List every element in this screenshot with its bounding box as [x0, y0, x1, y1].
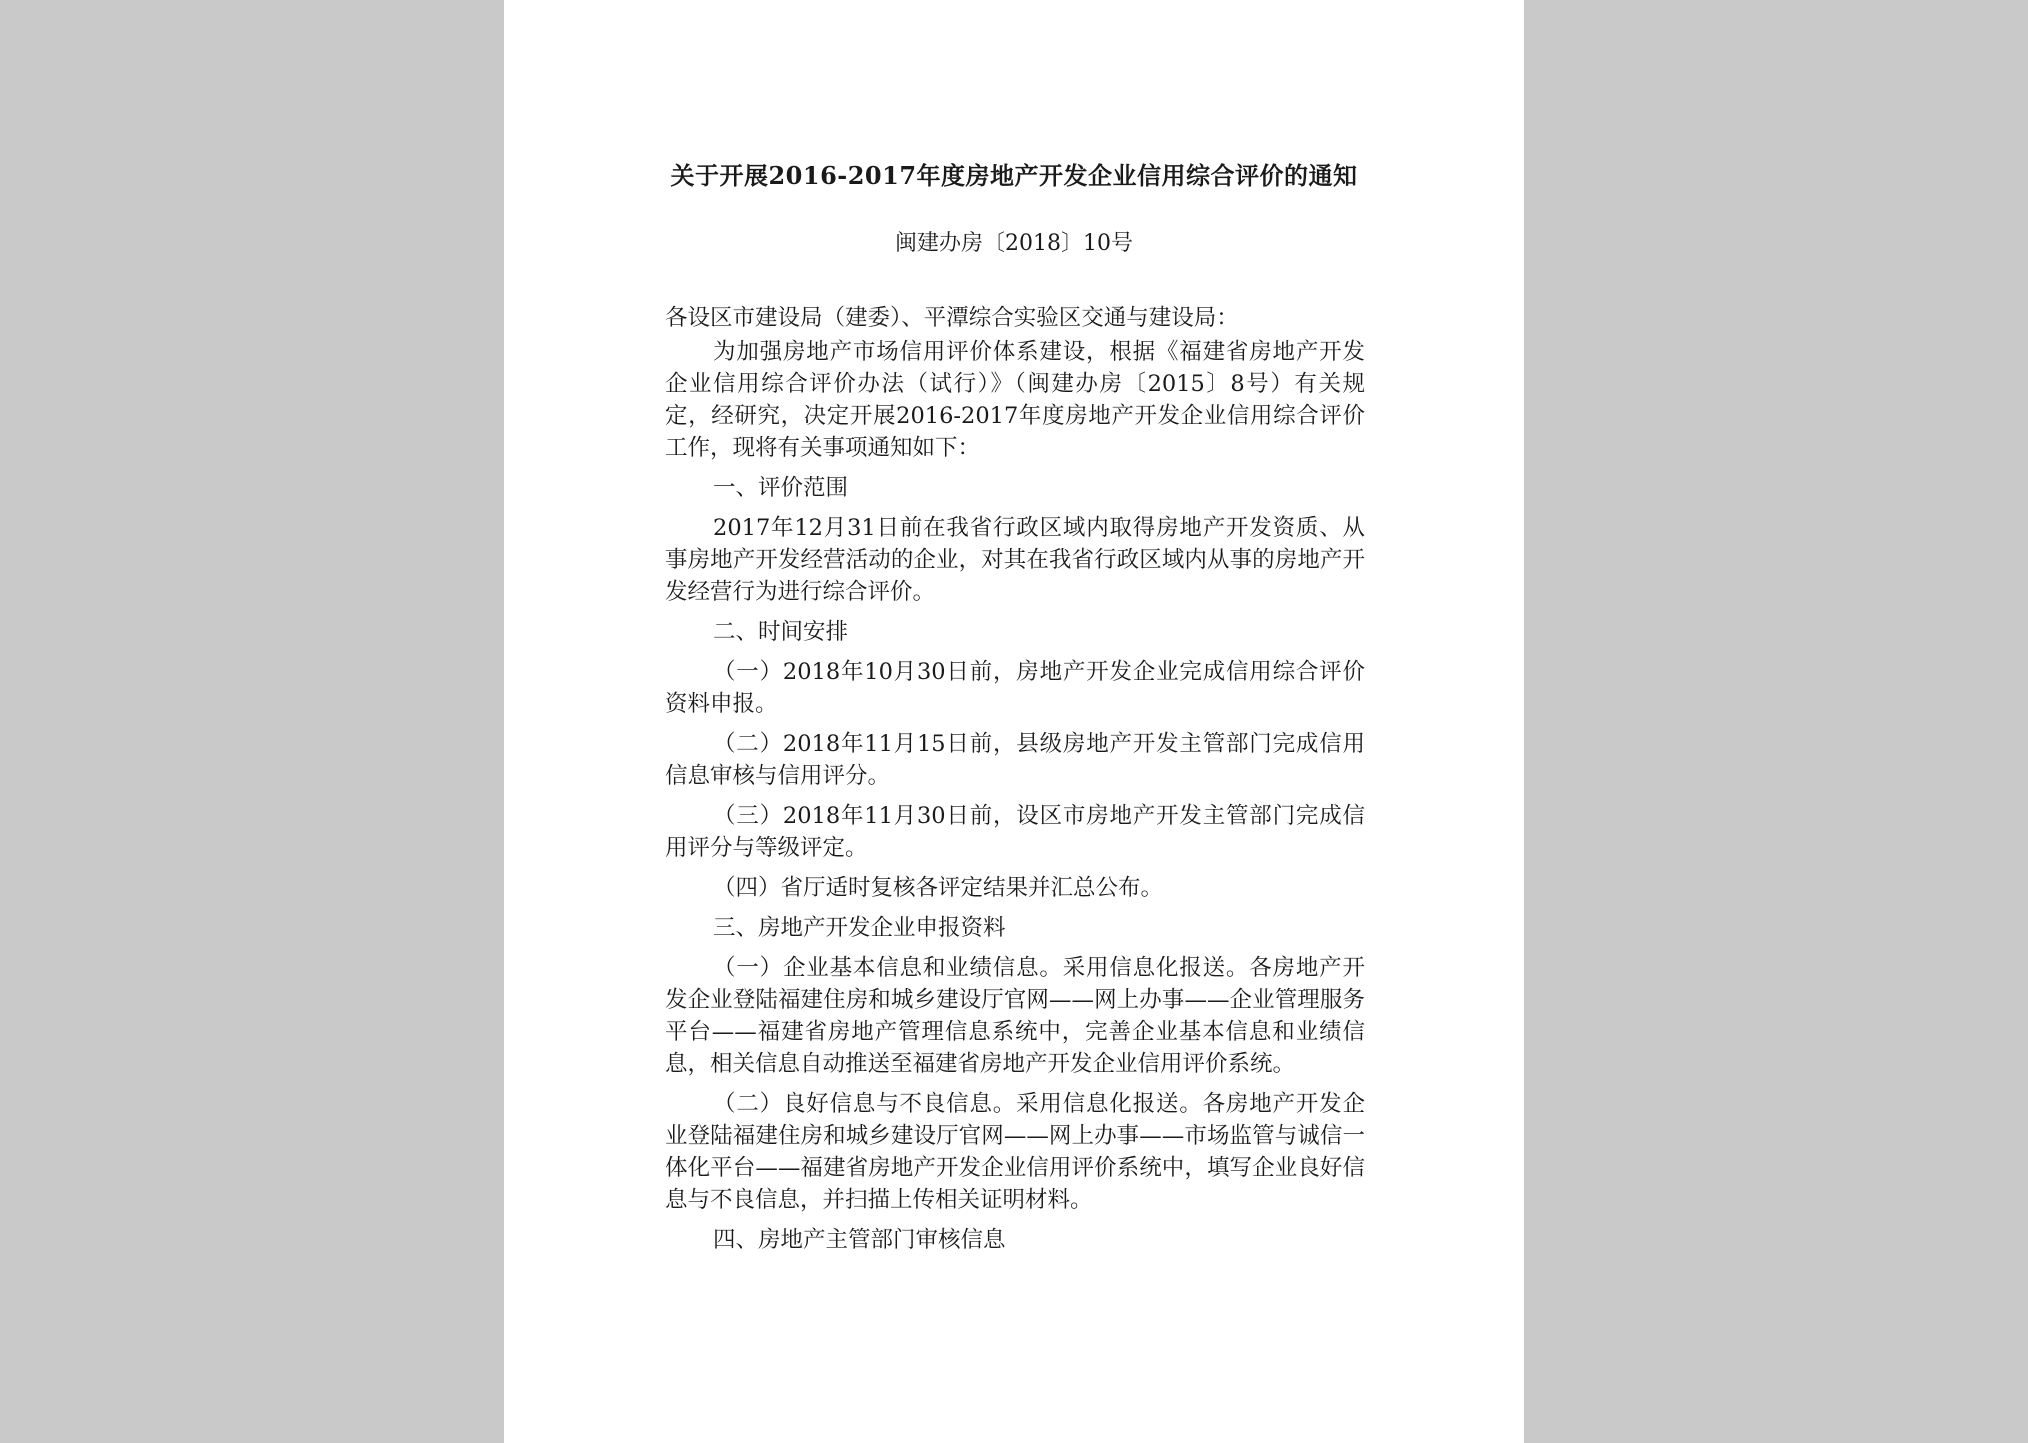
document-body	[665, 302, 1365, 1264]
document-page	[504, 0, 1524, 1443]
section-heading-scope: 一、评价范围	[713, 475, 849, 501]
salutation: 各设区市建设局（建委）、平潭综合实验区交通与建设局：	[665, 305, 1239, 331]
paragraph-materials-2: （二）良好信息与不良信息。采用信息化报送。各房地产开发企业登陆福建住房和城乡建设厅官网——网上办事——市场监管与诚信一体化平台——福建省房地产开发企业信用评价系统中，填写企业良好信息与不良信息，并扫描上传相关证明材料。	[665, 1091, 1365, 1213]
paragraph-schedule-1: （一）2018年10月30日前，房地产开发企业完成信用综合评价资料申报。	[665, 659, 1365, 717]
document-number: 闽建办房〔2018〕10号	[895, 231, 1133, 256]
paragraph-scope: 2017年12月31日前在我省行政区域内取得房地产开发资质、从事房地产开发经营活动的企业，对其在我省行政区域内从事的房地产开发经营行为进行综合评价。	[665, 515, 1365, 605]
section-heading-materials: 三、房地产开发企业申报资料	[713, 915, 1006, 941]
paragraph-materials-1: （一）企业基本信息和业绩信息。采用信息化报送。各房地产开发企业登陆福建住房和城乡建设厅官网——网上办事——企业管理服务平台——福建省房地产管理信息系统中，完善企业基本信息和业绩信息，相关信息自动推送至福建省房地产开发企业信用评价系统。	[665, 955, 1365, 1077]
paragraph-intro: 为加强房地产市场信用评价体系建设，根据《福建省房地产开发企业信用综合评价办法（试行）》（闽建办房〔2015〕8号）有关规定，经研究，决定开展2016-2017年度房地产开发企业信用综合评价工作，现将有关事项通知如下：	[665, 339, 1365, 461]
document-title: 关于开展2016-2017年度房地产开发企业信用综合评价的通知	[670, 161, 1358, 190]
paragraph-schedule-2: （二）2018年11月15日前，县级房地产开发主管部门完成信用信息审核与信用评分。	[665, 731, 1365, 789]
section-heading-schedule: 二、时间安排	[713, 619, 849, 645]
paragraph-schedule-3: （三）2018年11月30日前，设区市房地产开发主管部门完成信用评分与等级评定。	[665, 803, 1365, 861]
paragraph-schedule-4: （四）省厅适时复核各评定结果并汇总公布。	[713, 875, 1164, 901]
section-heading-review: 四、房地产主管部门审核信息	[713, 1227, 1006, 1253]
